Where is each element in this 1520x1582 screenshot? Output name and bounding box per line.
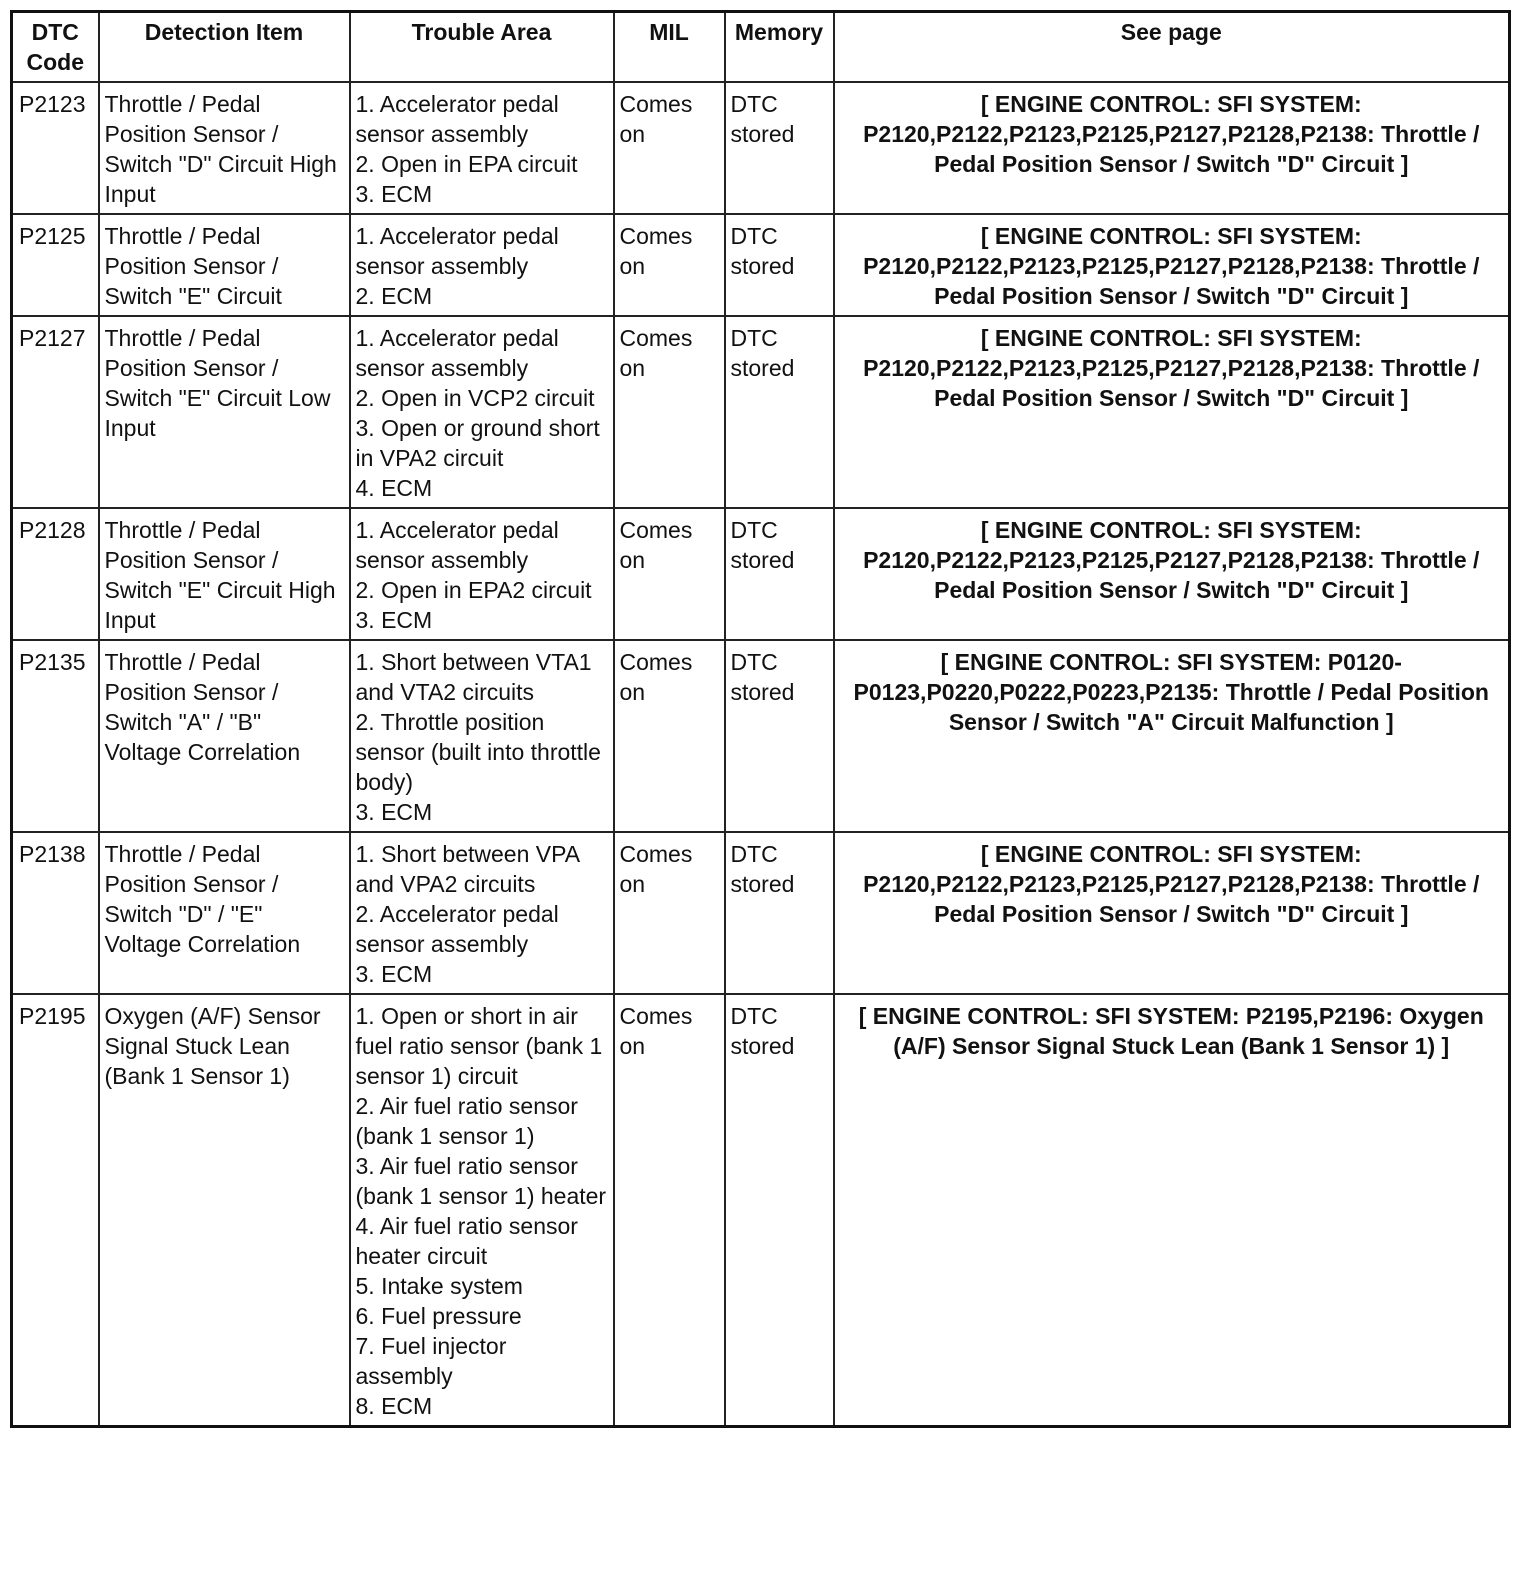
detection-item-cell: Throttle / Pedal Position Sensor / Switch "E" Circuit [99, 214, 350, 316]
header-memory: Memory [725, 12, 834, 83]
trouble-area-cell [350, 640, 614, 832]
header-detection-item: Detection Item [99, 12, 350, 83]
dtc-table [10, 10, 1511, 1428]
mil-cell: Comes on [614, 640, 725, 832]
mil-cell: Comes on [614, 508, 725, 640]
trouble-area-item: 8. ECM [355, 1393, 433, 1419]
see-page-link[interactable]: [ ENGINE CONTROL: SFI SYSTEM: P2120,P2122,P2123,P2125,P2127,P2128,P2138: Throttle / Pedal Position Sensor / Switch "D" Circuit ] [834, 832, 1510, 994]
see-page-link[interactable]: [ ENGINE CONTROL: SFI SYSTEM: P2120,P2122,P2123,P2125,P2127,P2128,P2138: Throttle / Pedal Position Sensor / Switch "D" Circuit ] [834, 82, 1510, 214]
trouble-area-item: 4. Air fuel ratio sensor heater circuit [355, 1213, 578, 1269]
trouble-area-item: 1. Accelerator pedal sensor assembly [355, 91, 559, 147]
trouble-area-item: 2. Open in VCP2 circuit [355, 385, 595, 411]
memory-cell: DTC stored [725, 508, 834, 640]
trouble-area-item: 3. ECM [355, 799, 433, 825]
trouble-area-item: 3. Air fuel ratio sensor (bank 1 sensor 1) heater [355, 1153, 607, 1209]
detection-item-cell: Throttle / Pedal Position Sensor / Switch "A" / "B" Voltage Correlation [99, 640, 350, 832]
memory-cell: DTC stored [725, 316, 834, 508]
memory-cell: DTC stored [725, 214, 834, 316]
table-row [12, 316, 1510, 508]
trouble-area-item: 1. Accelerator pedal sensor assembly [355, 517, 559, 573]
trouble-area-item: 1. Open or short in air fuel ratio sensor (bank 1 sensor 1) circuit [355, 1003, 603, 1089]
see-page-link[interactable]: [ ENGINE CONTROL: SFI SYSTEM: P2120,P2122,P2123,P2125,P2127,P2128,P2138: Throttle / Pedal Position Sensor / Switch "D" Circuit ] [834, 214, 1510, 316]
trouble-area-item: 3. ECM [355, 181, 433, 207]
see-page-link[interactable]: [ ENGINE CONTROL: SFI SYSTEM: P2195,P2196: Oxygen (A/F) Sensor Signal Stuck Lean (Bank 1 Sensor 1) ] [834, 994, 1510, 1427]
header-see-page: See page [834, 12, 1510, 83]
trouble-area-cell [350, 508, 614, 640]
trouble-area-cell [350, 82, 614, 214]
header-trouble-area: Trouble Area [350, 12, 614, 83]
mil-cell: Comes on [614, 316, 725, 508]
detection-item-cell: Oxygen (A/F) Sensor Signal Stuck Lean (Bank 1 Sensor 1) [99, 994, 350, 1427]
dtc-code-cell: P2123 [12, 82, 99, 214]
trouble-area-item: 1. Short between VPA and VPA2 circuits [355, 841, 579, 897]
trouble-area-item: 3. Open or ground short in VPA2 circuit [355, 415, 600, 471]
mil-cell: Comes on [614, 82, 725, 214]
dtc-code-cell: P2127 [12, 316, 99, 508]
trouble-area-item: 2. Air fuel ratio sensor (bank 1 sensor 1) [355, 1093, 578, 1149]
header-row [12, 12, 1510, 83]
table-row [12, 508, 1510, 640]
mil-cell: Comes on [614, 994, 725, 1427]
trouble-area-item: 3. ECM [355, 607, 433, 633]
detection-item-cell: Throttle / Pedal Position Sensor / Switch "E" Circuit High Input [99, 508, 350, 640]
trouble-area-item: 2. Open in EPA2 circuit [355, 577, 592, 603]
table-header [12, 12, 1510, 83]
trouble-area-item: 7. Fuel injector assembly [355, 1333, 507, 1389]
trouble-area-cell [350, 214, 614, 316]
memory-cell: DTC stored [725, 832, 834, 994]
memory-cell: DTC stored [725, 82, 834, 214]
trouble-area-item: 2. Throttle position sensor (built into throttle body) [355, 709, 601, 795]
trouble-area-item: 3. ECM [355, 961, 433, 987]
memory-cell: DTC stored [725, 994, 834, 1427]
table-row [12, 832, 1510, 994]
table-row [12, 994, 1510, 1427]
memory-cell: DTC stored [725, 640, 834, 832]
trouble-area-item: 2. Accelerator pedal sensor assembly [355, 901, 559, 957]
see-page-link[interactable]: [ ENGINE CONTROL: SFI SYSTEM: P2120,P2122,P2123,P2125,P2127,P2128,P2138: Throttle / Pedal Position Sensor / Switch "D" Circuit ] [834, 316, 1510, 508]
trouble-area-item: 4. ECM [355, 475, 433, 501]
table-row [12, 82, 1510, 214]
dtc-code-cell: P2138 [12, 832, 99, 994]
table-row [12, 640, 1510, 832]
table-body [12, 82, 1510, 1427]
dtc-table-container [10, 10, 1511, 1428]
dtc-code-cell: P2125 [12, 214, 99, 316]
mil-cell: Comes on [614, 214, 725, 316]
trouble-area-item: 1. Accelerator pedal sensor assembly [355, 223, 559, 279]
trouble-area-item: 2. Open in EPA circuit [355, 151, 578, 177]
see-page-link[interactable]: [ ENGINE CONTROL: SFI SYSTEM: P0120-P0123,P0220,P0222,P0223,P2135: Throttle / Pedal Position Sensor / Switch "A" Circuit Malfunction ] [834, 640, 1510, 832]
detection-item-cell: Throttle / Pedal Position Sensor / Switch "D" Circuit High Input [99, 82, 350, 214]
dtc-code-cell: P2135 [12, 640, 99, 832]
trouble-area-item: 2. ECM [355, 283, 433, 309]
dtc-code-cell: P2128 [12, 508, 99, 640]
trouble-area-cell [350, 316, 614, 508]
trouble-area-item: 1. Accelerator pedal sensor assembly [355, 325, 559, 381]
detection-item-cell: Throttle / Pedal Position Sensor / Switch "D" / "E" Voltage Correlation [99, 832, 350, 994]
table-row [12, 214, 1510, 316]
dtc-code-cell: P2195 [12, 994, 99, 1427]
see-page-link[interactable]: [ ENGINE CONTROL: SFI SYSTEM: P2120,P2122,P2123,P2125,P2127,P2128,P2138: Throttle / Pedal Position Sensor / Switch "D" Circuit ] [834, 508, 1510, 640]
mil-cell: Comes on [614, 832, 725, 994]
trouble-area-cell [350, 832, 614, 994]
header-mil: MIL [614, 12, 725, 83]
trouble-area-cell [350, 994, 614, 1427]
trouble-area-item: 6. Fuel pressure [355, 1303, 522, 1329]
detection-item-cell: Throttle / Pedal Position Sensor / Switch "E" Circuit Low Input [99, 316, 350, 508]
trouble-area-item: 1. Short between VTA1 and VTA2 circuits [355, 649, 592, 705]
trouble-area-item: 5. Intake system [355, 1273, 523, 1299]
header-dtc-code: DTC Code [12, 12, 99, 83]
